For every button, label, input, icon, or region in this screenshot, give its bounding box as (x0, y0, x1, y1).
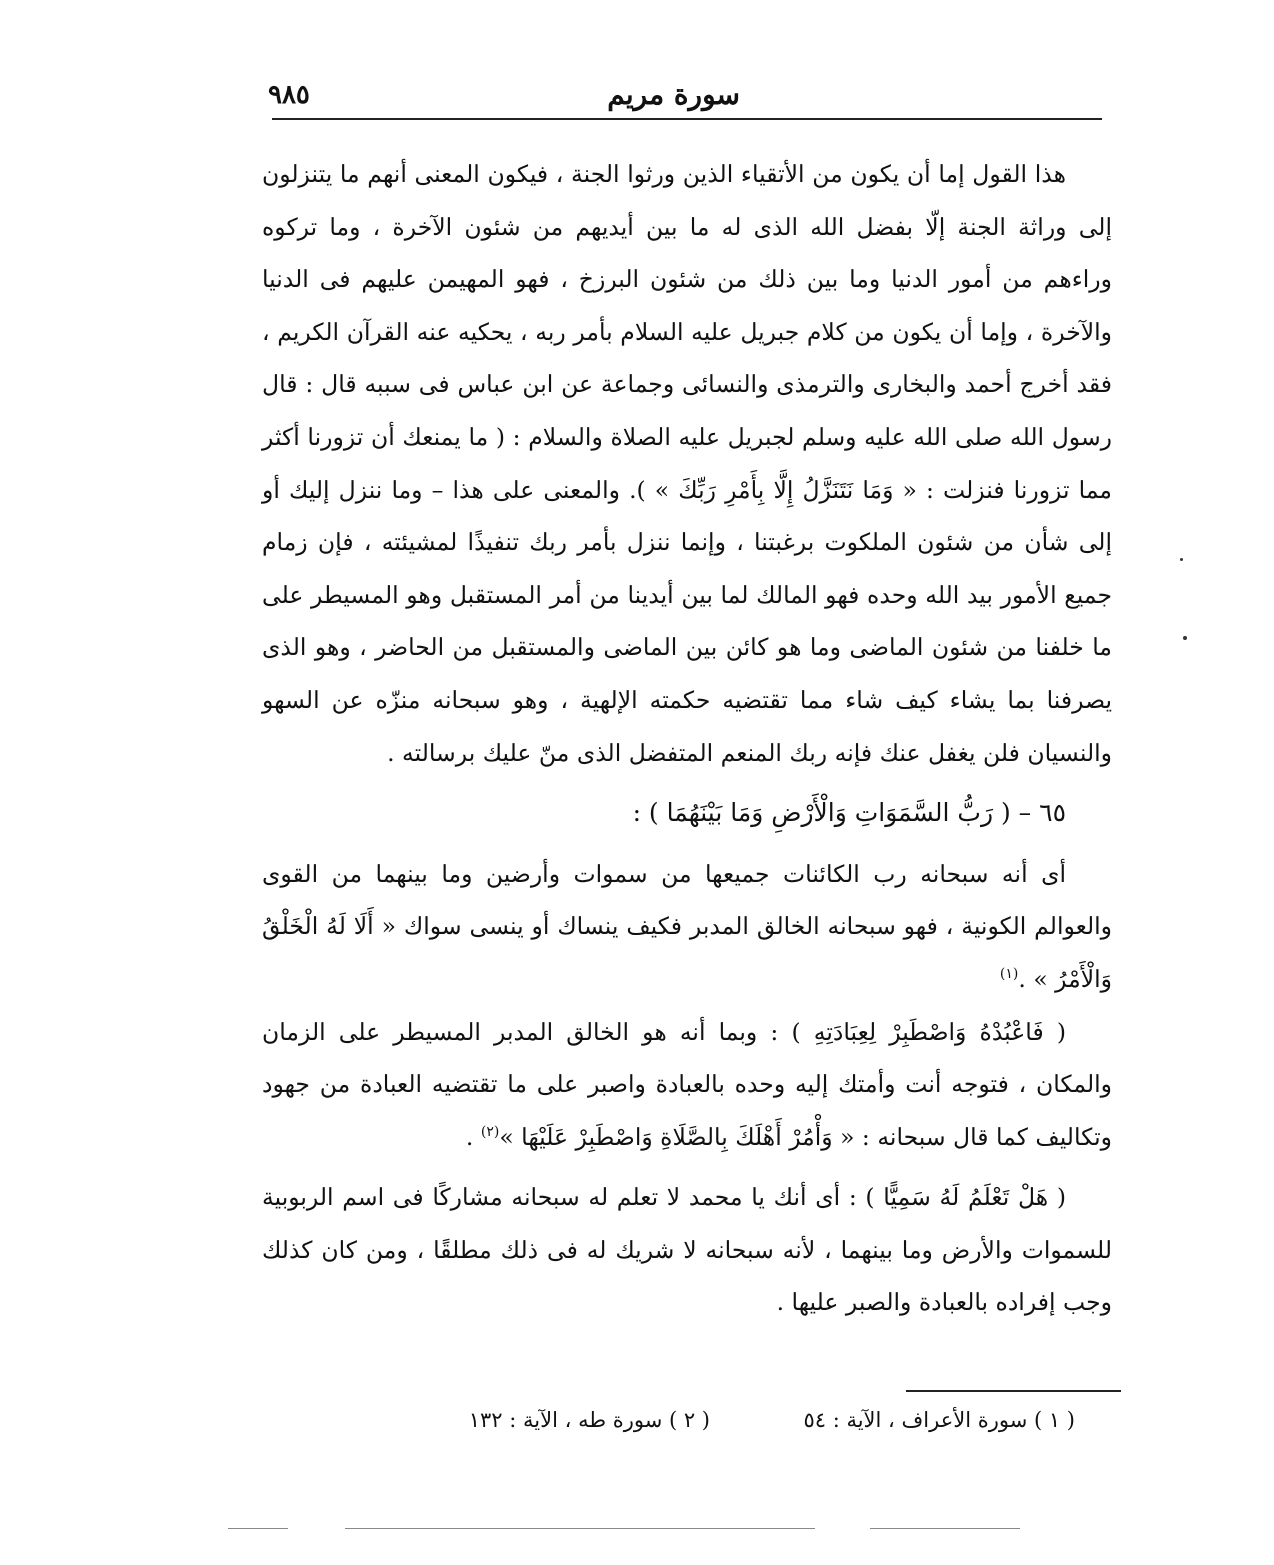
paragraph-commentary-2-text: أى أنه سبحانه رب الكائنات جميعها من سموات وأرضين وما بينهما من القوى والعوالم الكونية ، فهو سبحانه الخالق المدبر فكيف ينساك أو ينسى سواك « أَلَا لَهُ الْخَلْقُ وَالْأَمْرُ » . (262, 859, 1112, 993)
verse-heading-65: ٦٥ – ( رَبُّ السَّمَوَاتِ وَالْأَرْضِ وَمَا بَيْنَهُمَا ) : (632, 798, 1066, 828)
footnote-ref-2: (٢) (480, 1123, 500, 1140)
page-number: ٩٨٥ (268, 80, 310, 110)
page-header (268, 78, 1100, 118)
surah-title: سورة مريم (607, 78, 740, 111)
scan-edge-line (228, 1528, 288, 1529)
footnote-ref-1: (١) (999, 966, 1019, 983)
scan-edge-line (345, 1528, 815, 1529)
header-divider (272, 118, 1102, 120)
paragraph-commentary-4: ( هَلْ تَعْلَمُ لَهُ سَمِيًّا ) : أى أنك يا محمد لا تعلم له سبحانه مشاركًا فى اسم الربوبية للسموات والأرض وما بينهما ، لأنه سبحانه لا شريك له فى ذلك مطلقًا ، ومن كان كذلك وجب إفراده بالعبادة والصبر عليها . (262, 1183, 1112, 1317)
paragraph-commentary-3-text: ( فَاعْبُدْهُ وَاصْطَبِرْ لِعِبَادَتِهِ ) : وبما أنه هو الخالق المدبر المسيطر على الزمان والمكان ، فتوجه أنت وأمتك إليه وحده بالعبادة واصبر على ما تقتضيه العبادة من جهود وتكاليف كما قال سبحانه : « وَأْمُرْ أَهْلَكَ بِالصَّلَاةِ وَاصْطَبِرْ عَلَيْهَا » (262, 1017, 1112, 1151)
margin-speck (1183, 636, 1187, 640)
main-text (262, 148, 1112, 1329)
footnote-2: ( ٢ ) سورة طه ، الآية : ١٣٢ (468, 1408, 710, 1432)
paragraph-commentary-3-end: . (465, 1122, 481, 1151)
scan-edge-line (870, 1528, 1020, 1529)
footnote-divider (906, 1390, 1121, 1392)
margin-speck (1180, 558, 1183, 561)
paragraph-commentary-1: هذا القول إما أن يكون من الأتقياء الذين ورثوا الجنة ، فيكون المعنى أنهم ما يتنزلون إلى وراثة الجنة إلّا بفضل الله الذى له ما بين أيديهم من شئون الآخرة ، وما تركوه وراءهم من أمور الدنيا وما بين ذلك من شئون البرزخ ، فهو المهيمن عليهم فى الدنيا والآخرة ، وإما أن يكون من كلام جبريل عليه السلام بأمر ربه ، يحكيه عنه القرآن الكريم ، فقد أخرج أحمد والبخارى والترمذى والنسائى وجماعة عن ابن عباس فى سببه قال : قال رسول الله صلى الله عليه وسلم لجبريل عليه الصلاة والسلام : ( ما يمنعك أن تزورنا أكثر مما تزورنا فنزلت : « وَمَا نَتَنَزَّلُ إِلَّا بِأَمْرِ رَبِّكَ » ). والمعنى على هذا – وما ننزل إليك أو إلى شأن من شئون الملكوت برغبتنا ، وإنما ننزل بأمر ربك تنفيذًا لمشيئته ، فإن زمام جميع الأمور بيد الله وحده فهو المالك لما بين أيدينا من أمر المستقبل وهو المسيطر على ما خلفنا من شئون الماضى وما هو كائن بين الماضى والمستقبل من الحاضر ، وهو الذى يصرفنا بما يشاء كيف شاء مما تقتضيه حكمته الإلهية ، وهو سبحانه منزّه عن السهو والنسيان فلن يغفل عنك فإنه ربك المنعم المتفضل الذى منّ عليك برسالته . (262, 160, 1112, 767)
paragraph-commentary-3 (262, 1006, 1112, 1164)
paragraph-commentary-2 (262, 848, 1112, 1006)
footnote-1: ( ١ ) سورة الأعراف ، الآية : ٥٤ (803, 1408, 1075, 1432)
